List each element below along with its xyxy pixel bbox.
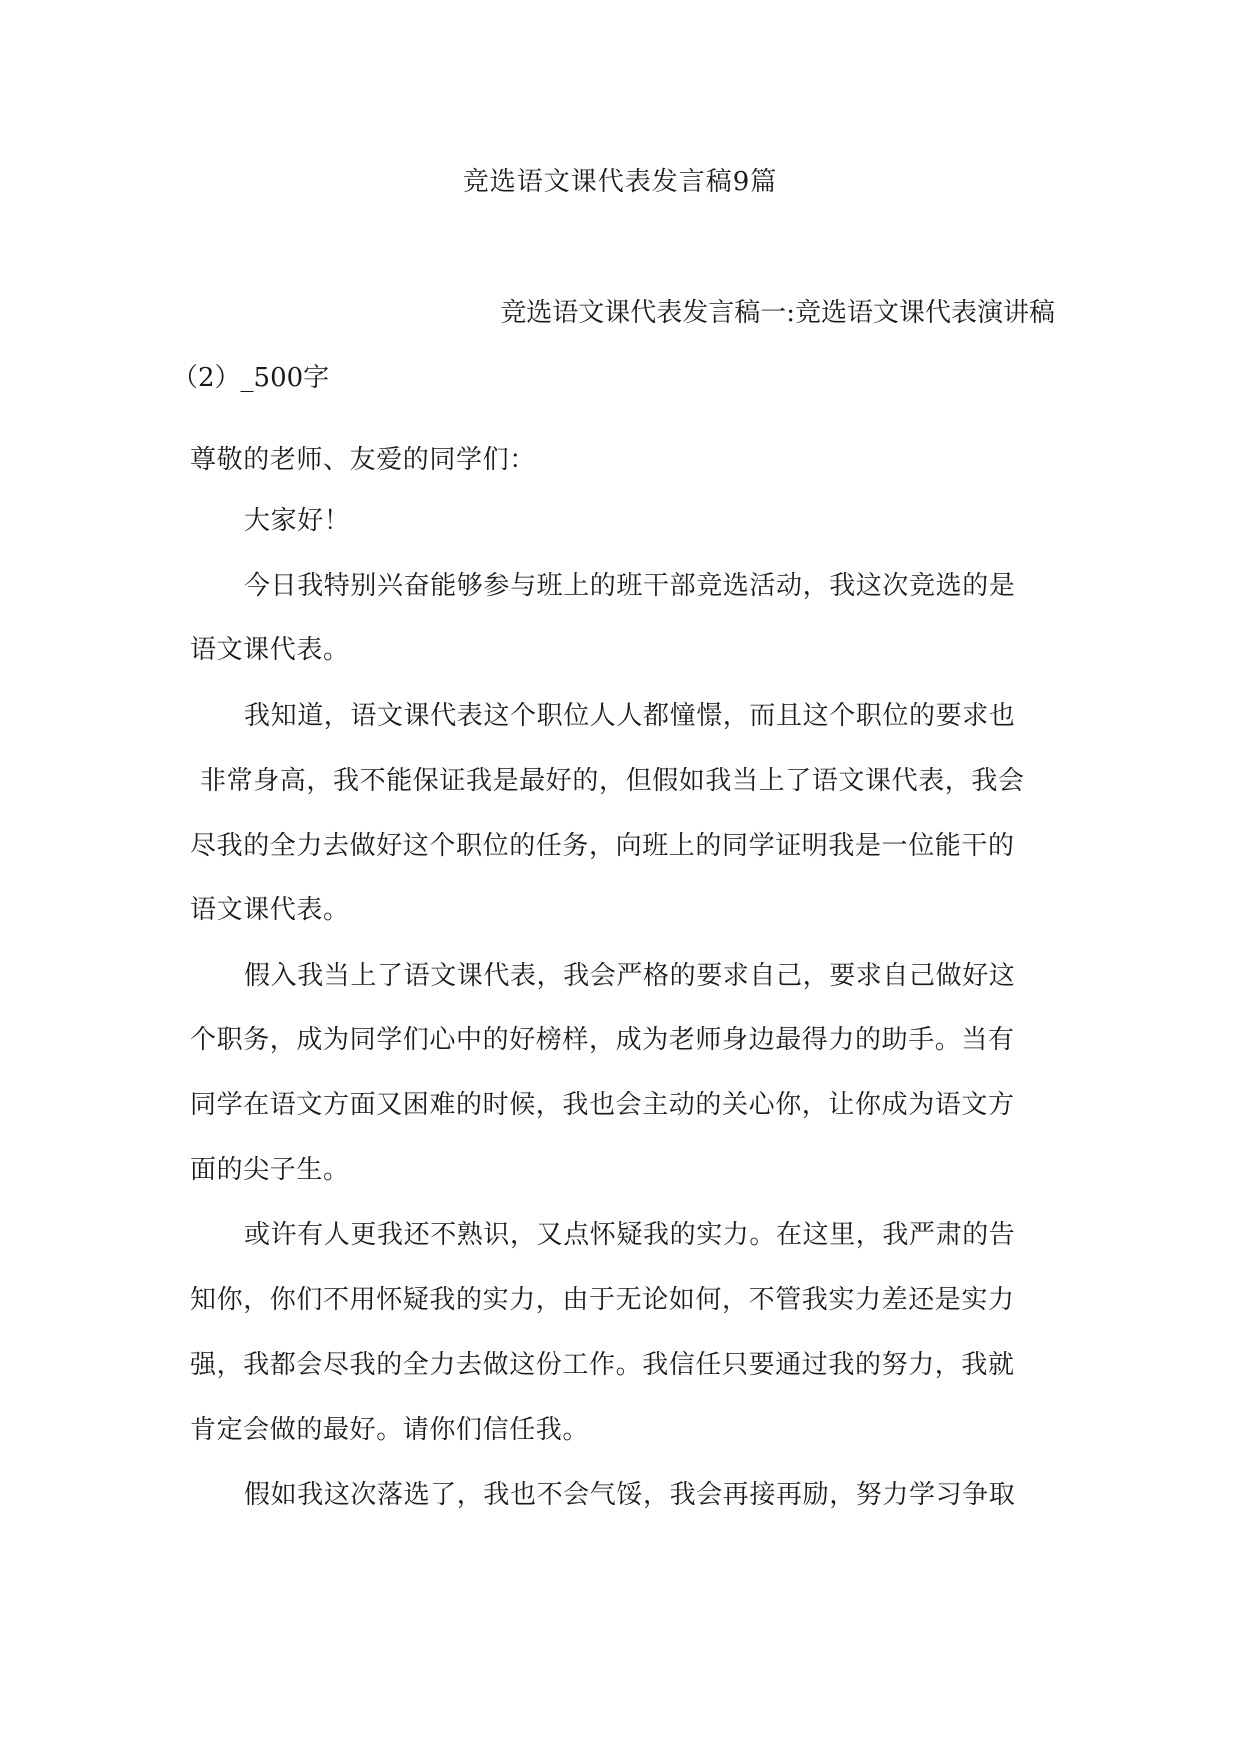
section-heading-line-1: 竞选语文课代表发言稿一:竞选语文课代表演讲稿 — [500, 298, 1055, 328]
section-heading-line-2: （2）_500字 — [172, 363, 330, 393]
paragraph-line: 或许有人更我还不熟识，又点怀疑我的实力。在这里，我严肃的告 — [244, 1220, 1016, 1250]
paragraph-line: 假如我这次落选了，我也不会气馁，我会再接再励，努力学习争取 — [244, 1480, 1016, 1510]
paragraph-line: 非常身高，我不能保证我是最好的，但假如我当上了语文课代表，我会 — [200, 766, 1025, 796]
paragraph-line: 我知道，语文课代表这个职位人人都憧憬，而且这个职位的要求也 — [244, 701, 1016, 731]
paragraph-line: 知你，你们不用怀疑我的实力，由于无论如何，不管我实力差还是实力 — [190, 1285, 1015, 1315]
paragraph-line: 同学在语文方面又困难的时候，我也会主动的关心你，让你成为语文方 — [190, 1090, 1015, 1120]
paragraph-line: 语文课代表。 — [190, 895, 350, 925]
paragraph-line: 肯定会做的最好。请你们信任我。 — [190, 1415, 590, 1445]
paragraph-line: 假入我当上了语文课代表，我会严格的要求自己，要求自己做好这 — [244, 961, 1016, 991]
paragraph-line: 语文课代表。 — [190, 635, 350, 665]
paragraph-line: 尽我的全力去做好这个职位的任务，向班上的同学证明我是一位能干的 — [190, 831, 1015, 861]
paragraph-line: 面的尖子生。 — [190, 1155, 350, 1185]
paragraph-line: 个职务，成为同学们心中的好榜样，成为老师身边最得力的助手。当有 — [190, 1025, 1015, 1055]
document-title: 竞选语文课代表发言稿9篇 — [462, 167, 778, 197]
salutation: 尊敬的老师、友爱的同学们： — [190, 445, 536, 475]
paragraph-line: 今日我特别兴奋能够参与班上的班干部竞选活动，我这次竞选的是 — [244, 571, 1016, 601]
paragraph-line: 强，我都会尽我的全力去做这份工作。我信任只要通过我的努力，我就 — [190, 1350, 1015, 1380]
greeting: 大家好！ — [244, 506, 351, 536]
